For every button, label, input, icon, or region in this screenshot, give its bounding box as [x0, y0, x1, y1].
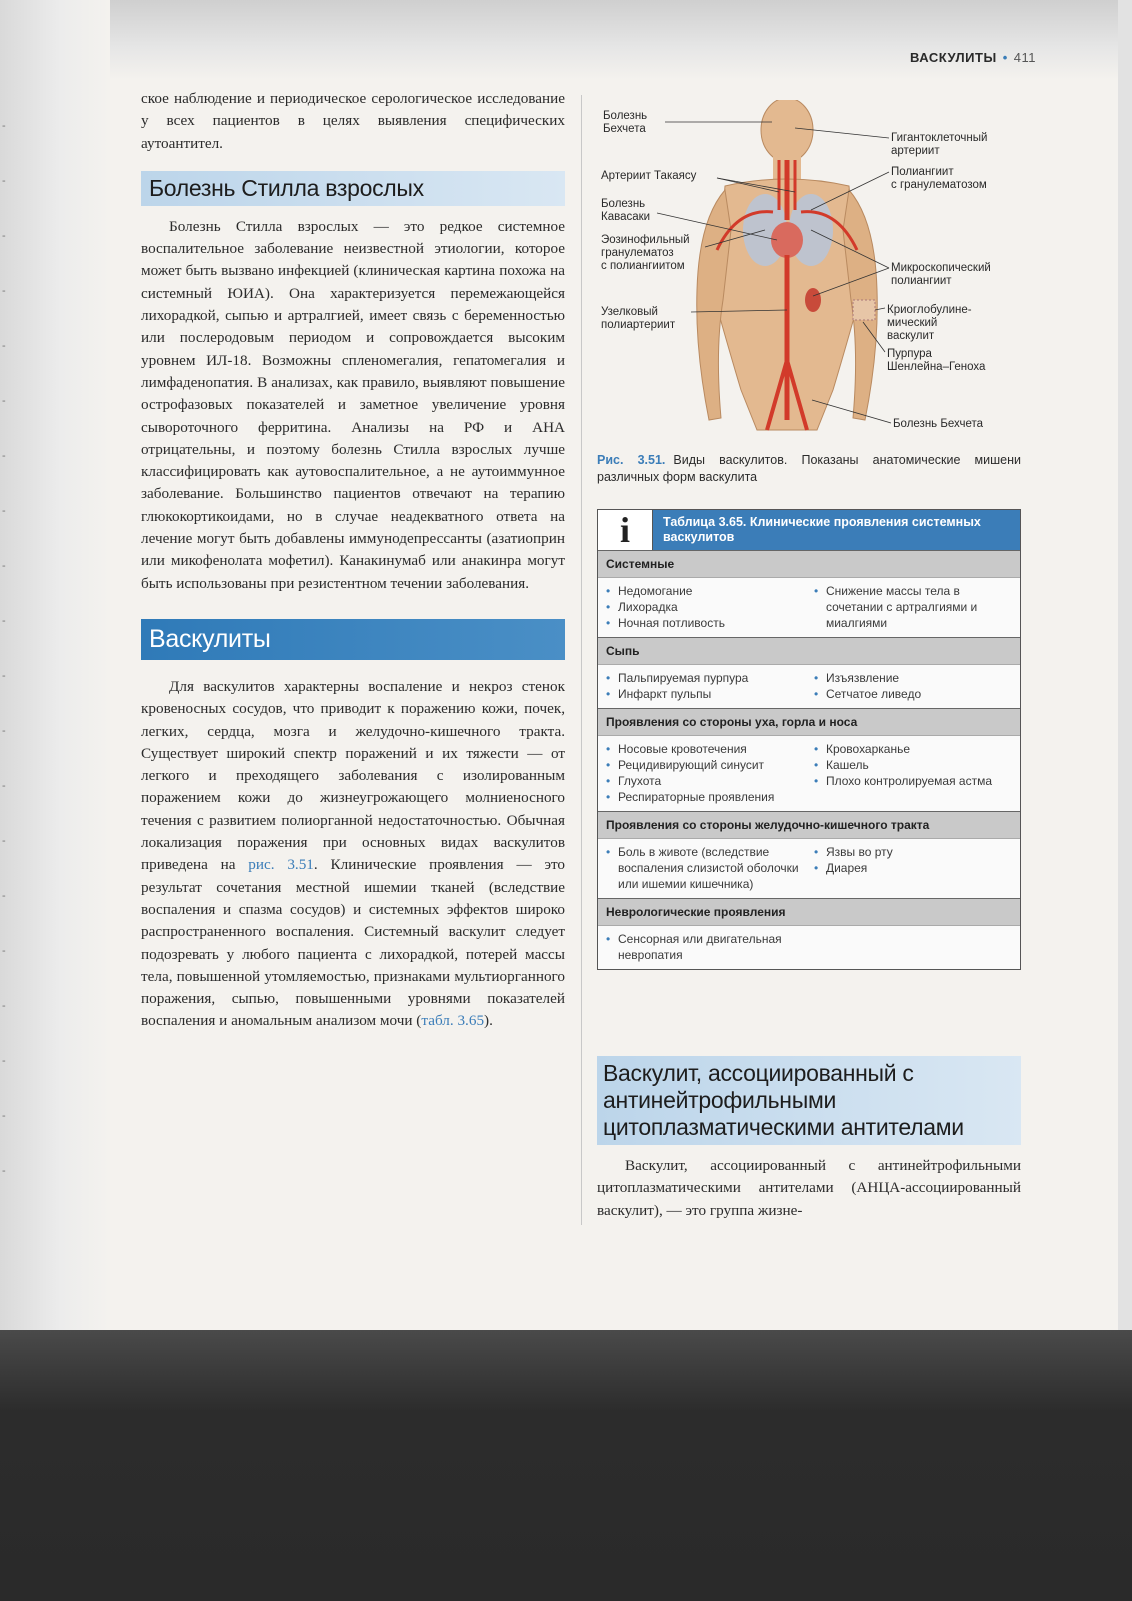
- table-list-item: • Респираторные проявления: [606, 789, 814, 805]
- label-behcet-bottom: Болезнь Бехчета: [893, 418, 984, 430]
- running-head-separator: •: [1002, 50, 1008, 65]
- label-cryo: Криоглобулине- мический васкулит: [887, 304, 972, 342]
- vasculitis-paragraph: [141, 676, 565, 1033]
- page-number: 411: [1013, 50, 1036, 65]
- table-section-heading: Проявления со стороны уха, горла и носа: [598, 708, 1020, 735]
- table-list-item: • Язвы во рту: [814, 844, 1012, 860]
- table-list-item: • Носовые кровотечения: [606, 741, 814, 757]
- table-list-item: • Глухота: [606, 773, 814, 789]
- figure-kidney: [805, 288, 821, 312]
- label-giant-cell: Гигантоклеточный артериит: [891, 132, 988, 157]
- table-list-item: • Диарея: [814, 860, 1012, 876]
- stills-heading: Болезнь Стилла взрослых: [141, 171, 565, 206]
- table-list-item: • Боль в животе (вследствие воспаления слизистой оболочки или ишемии кишечника): [606, 844, 814, 892]
- table-column: [606, 844, 814, 892]
- top-scan-band: [110, 0, 1132, 80]
- figure-reference-link[interactable]: рис. 3.51: [248, 856, 314, 874]
- table-column: [606, 741, 814, 805]
- vasculitis-text-2: . Клинические проявления — это результат сочетания местной ишемии тканей (вследствие воспаления и спазма сосудов) и системных эффектов широко распространенного воспаления. Системный васкулит следует подозревать у любого пациента с лихорадкой, потерей массы тела, повышенной утомляемостью, признаками мультиорганного поражения, сыпью, повышенными уровнями показателей воспаления и аномальным анализом мочи (: [141, 856, 565, 1030]
- margin-mark: -: [2, 340, 6, 352]
- margin-mark: -: [2, 890, 6, 902]
- margin-mark: -: [2, 1165, 6, 1177]
- margin-mark: -: [2, 505, 6, 517]
- intro-line: специфических аутоантител.: [141, 112, 565, 152]
- anca-paragraph: Васкулит, ассоциированный с антинейтрофильными цитоплазматическими антителами (АНЦА-ассоциированный васкулит), — это группа жизне-: [597, 1157, 1021, 1219]
- table-list-item: • Сетчатое ливедо: [814, 686, 1012, 702]
- margin-mark: -: [2, 945, 6, 957]
- table-column: [814, 931, 1012, 963]
- table-column: [606, 931, 814, 963]
- figure-skin-patch: [853, 300, 875, 320]
- table-column: [814, 583, 1012, 631]
- table-column: [814, 844, 1012, 892]
- table-column: [814, 741, 1012, 805]
- table-list-item: • Недомогание: [606, 583, 814, 599]
- vasculitis-body-figure: [597, 100, 1023, 440]
- table-section-body: [598, 925, 1020, 969]
- stills-paragraph: Болезнь Стилла взрослых — это редкое системное воспалительное заболевание неизвестной этиологии, которое может быть вызвано инфекцией (клиническая картина похожа на системный ЮИА). Она характеризуется перемежающейся лихорадкой, сыпью и артралгией, имеет связь с беременностью или послеродовым периодом и сопровождается высоким уровнем ИЛ-18. Возможны спленомегалия, гепатомегалия и лимфаденопатия. В анализах, как правило, выявляют повышение острофазовых показателей и заметное увеличение уровня сывороточного ферритина. Анализы на РФ и АНА отрицательны, и поэтому болезнь Стилла взрослых лучше классифицировать как аутовоспалительное, а не аутоиммунное заболевание. Большинство пациентов отвечают на терапию глюкокортикоидами, но в случае неадекватного ответа на лечение могут быть добавлены иммунодепрессанты (азатиоприн или микофенолата мофетил). Канакинумаб или анакинра могут быть использованы при резистентном течении заболевания.: [141, 217, 565, 592]
- table-column: [814, 670, 1012, 702]
- table-list-item: • Ночная потливость: [606, 615, 814, 631]
- label-takayasu: Артериит Такаясу: [601, 170, 697, 182]
- clinical-table: [597, 509, 1021, 970]
- intro-line: ское наблюдение и периодическое серологическое: [141, 90, 473, 107]
- margin-mark: -: [2, 395, 6, 407]
- running-head-title: ВАСКУЛИТЫ: [910, 50, 997, 65]
- label-microscopic: Микроскопический полиангиит: [891, 262, 991, 287]
- left-column: [141, 88, 565, 1033]
- figure-caption: [597, 452, 1021, 486]
- margin-mark: -: [2, 835, 6, 847]
- intro-line: исследование у всех пациентов в целях выявления: [141, 90, 565, 130]
- anca-section: [597, 1056, 1021, 1222]
- margin-mark: -: [2, 230, 6, 242]
- margin-mark: -: [2, 285, 6, 297]
- right-page-edge: [1118, 0, 1132, 1330]
- table-section-heading: Проявления со стороны желудочно-кишечного тракта: [598, 811, 1020, 838]
- figure-head: [761, 100, 813, 162]
- table-list-item: • Кровохарканье: [814, 741, 1012, 757]
- figure-number: Рис. 3.51.: [597, 453, 666, 467]
- margin-mark: -: [2, 1000, 6, 1012]
- margin-mark: -: [2, 780, 6, 792]
- margin-mark: -: [2, 670, 6, 682]
- table-list-item: • Снижение массы тела в сочетании с артралгиями и миалгиями: [814, 583, 1012, 631]
- info-icon: i: [598, 510, 653, 550]
- table-list-item: • Кашель: [814, 757, 1012, 773]
- table-section-body: [598, 735, 1020, 811]
- table-list-item: • Рецидивирующий синусит: [606, 757, 814, 773]
- margin-mark: -: [2, 1055, 6, 1067]
- scanner-bottom-area: [0, 1330, 1132, 1601]
- vasculitis-heading: Васкулиты: [141, 619, 565, 660]
- margin-mark: -: [2, 725, 6, 737]
- table-column: [606, 583, 814, 631]
- label-nodosa: Узелковый полиартериит: [601, 306, 676, 331]
- margin-mark: -: [2, 1110, 6, 1122]
- table-title-row: [598, 510, 1020, 550]
- margin-mark: -: [2, 560, 6, 572]
- label-gpa: Полиангиит с гранулематозом: [891, 166, 987, 191]
- table-reference-link[interactable]: табл. 3.65: [421, 1012, 485, 1030]
- running-head: [910, 50, 1036, 65]
- table-section-body: [598, 838, 1020, 898]
- table-column: [606, 670, 814, 702]
- margin-mark: -: [2, 175, 6, 187]
- table-list-item: • Сенсорная или двигательная невропатия: [606, 931, 814, 963]
- column-divider: [581, 95, 582, 1225]
- page-gutter-shadow: [0, 0, 110, 1330]
- table-list-item: • Инфаркт пульпы: [606, 686, 814, 702]
- label-kawasaki: Болезнь Кавасаки: [601, 198, 651, 223]
- left-margin-marks: [0, 0, 14, 1330]
- anca-heading: Васкулит, ассоциированный с антинейтрофильными цитоплазматическими антителами: [597, 1056, 1021, 1145]
- margin-mark: -: [2, 615, 6, 627]
- table-sections: [598, 550, 1020, 969]
- table-title: Таблица 3.65. Клинические проявления системных васкулитов: [663, 515, 981, 544]
- figure-caption-text: Виды васкулитов. Показаны анатомические мишени различных форм васкулита: [597, 453, 1021, 484]
- label-henoch: Пурпура Шенлейна–Геноха: [887, 348, 986, 373]
- margin-mark: -: [2, 120, 6, 132]
- table-section-heading: Системные: [598, 550, 1020, 577]
- table-section-heading: Сыпь: [598, 637, 1020, 664]
- table-section-heading: Неврологические проявления: [598, 898, 1020, 925]
- vasculitis-text-end: ).: [484, 1012, 493, 1030]
- label-behcet-top: Болезнь Бехчета: [603, 110, 648, 135]
- vasculitis-text-1: Для васкулитов характерны воспаление и некроз стенок кровеносных сосудов, что приводит к поражению кожи, почек, легких, сердца, мозга и желудочно-кишечного тракта. Существует широкий спектр поражений и их тяжести — от легкого и преходящего заболевания с изолированным поражением кожи до жизнеугрожающего молниеносного течения с развитием полиорганной недостаточностью. Обычная локализация поражения при основных видах васкулитов приведена на: [141, 677, 565, 874]
- table-section-body: [598, 577, 1020, 637]
- table-list-item: • Изъязвление: [814, 670, 1012, 686]
- margin-mark: -: [2, 450, 6, 462]
- table-list-item: • Пальпируемая пурпура: [606, 670, 814, 686]
- table-list-item: • Плохо контролируемая астма: [814, 773, 1012, 789]
- intro-text: [141, 88, 565, 155]
- table-list-item: • Лихорадка: [606, 599, 814, 615]
- label-eosinophilic: Эозинофильный гранулематоз с полиангиитом: [601, 234, 690, 272]
- table-section-body: [598, 664, 1020, 708]
